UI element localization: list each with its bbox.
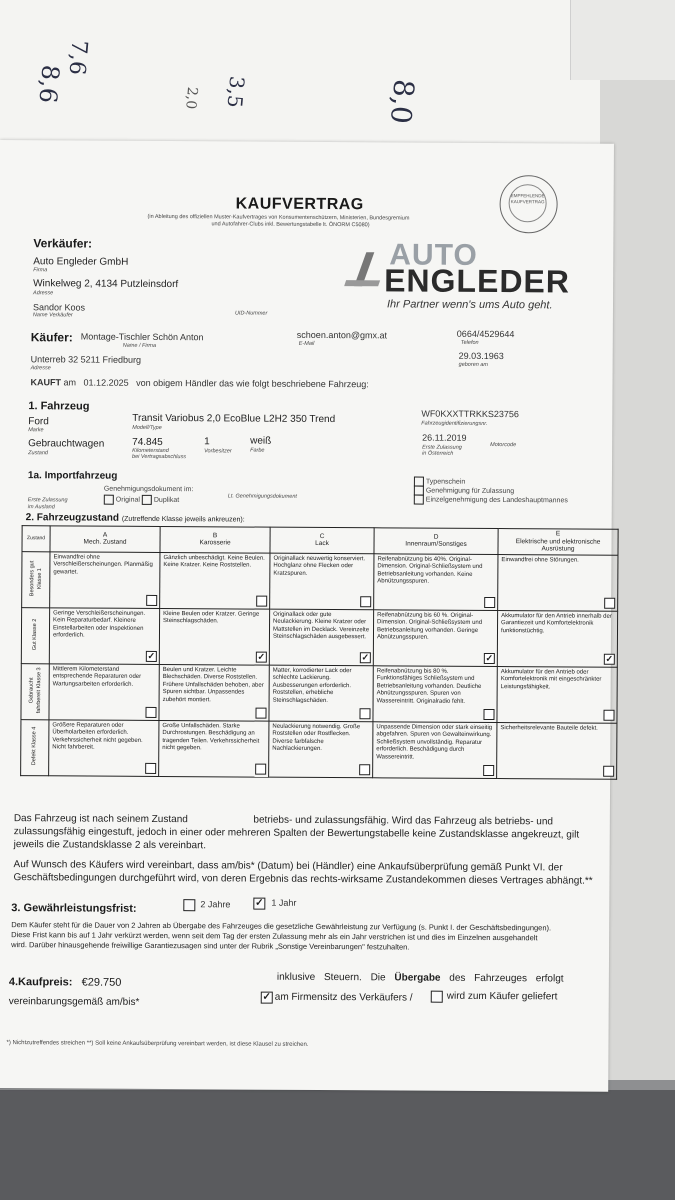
column-header: D Innenraum/Sonstiges <box>374 528 498 554</box>
vehicle-color: weiß <box>250 435 272 447</box>
handwritten-note: 7,6 <box>63 38 92 77</box>
condition-checkbox[interactable]: ✓ <box>257 651 266 662</box>
warranty-heading: 3. Gewährleistungsfrist: <box>11 902 137 915</box>
import-doc-label: Genehmigungsdokument im: <box>103 485 194 494</box>
approval-doc-label: Lt. Genehmigungsdokument <box>227 493 297 500</box>
deliver-to-buyer-checkbox[interactable] <box>431 991 443 1003</box>
deliver-at-seller-checkbox[interactable]: ✓ <box>262 991 271 1003</box>
condition-cell: Beulen und Kratzer. Leichte Blechschäden. Diverse Roststellen. Frühere Unfallschäden behoben, aber Spuren sichtbar. Unpassendes zubehört montiert. <box>159 664 269 721</box>
price-heading: 4.Kaufpreis: €29.750 <box>8 976 122 989</box>
einzelgenehmigung-checkbox[interactable] <box>414 495 424 505</box>
seller-name-label: Name Verkäufer <box>32 312 73 319</box>
buyer-email-label: E-Mail <box>298 340 315 347</box>
condition-checkbox[interactable] <box>360 596 371 607</box>
condition-cell: Matter, korrodierter Lack oder schlechte Lackierung. Ausbesserungen erforderlich. Roststellen, erhebliche Steinschlagschäden. <box>269 665 373 722</box>
condition-checkbox[interactable] <box>483 708 494 719</box>
condition-checkbox[interactable] <box>255 707 266 718</box>
vehicle-km-label: Kilometerstand <box>132 447 169 455</box>
warranty-2-years-checkbox[interactable] <box>183 899 195 911</box>
price-delivery-text: inklusive Steuern. Die Übergabe des Fahrzeuges erfolgt <box>276 971 564 985</box>
vehicle-first-registration-label: Erste Zulassung <box>422 444 462 451</box>
zustand-header: Zustand <box>22 526 50 552</box>
row-label: Gebraucht fahrbereit Klasse 3 <box>28 666 42 713</box>
warranty-1-year-checkbox[interactable]: ✓ <box>255 897 264 909</box>
certification-seal: EMPFEHLENDE KAUFVERTRAG <box>499 175 557 233</box>
buyer-heading: Käufer: <box>30 330 73 345</box>
condition-cell: Geringe Verschleißerscheinungen. Kein Reparaturbedarf. Kleinere Einstellarbeiten oder Inspektionen erforderlich. ✓ <box>49 607 159 664</box>
handwritten-note: 3,5 <box>222 75 250 109</box>
condition-cell: Gänzlich unbeschädigt. Keine Beulen. Keine Kratzer. Keine Roststellen. <box>160 552 270 609</box>
seller-company: Auto Engleder GmbH <box>33 256 129 268</box>
price-amount: €29.750 <box>81 976 122 989</box>
seller-heading: Verkäufer: <box>33 236 93 251</box>
condition-cell: Mittlerem Kilometerstand entsprechende Reparaturen oder Wartungsarbeiten erforderlich. <box>49 663 159 720</box>
condition-checkbox[interactable] <box>146 594 157 605</box>
condition-checkbox[interactable] <box>145 762 156 773</box>
vehicle-first-registration: 26.11.2019 <box>422 432 467 443</box>
import-heading: 1a. Importfahrzeug <box>27 470 118 482</box>
condition-cell: Unpassende Dimension oder stark einseitig abgefahren. Spuren von Gewalteinwirkung. Schließsystem unvollständig. Reparatur erforderlich. Beschädigung durch Wassereintritt. <box>373 721 497 778</box>
condition-row-class-4 <box>21 719 617 779</box>
condition-checkbox[interactable] <box>603 765 614 776</box>
vehicle-owners: 1 <box>204 436 210 448</box>
condition-cell: Akkumulator für den Antrieb innerhalb der Garantiezeit und Komfortelektronik funktionstüchtig. ✓ <box>497 610 617 667</box>
seller-name: Sandor Koos <box>32 302 86 313</box>
row-label: Defekt Klasse 4 <box>31 726 38 766</box>
first-registration-abroad-label: Erste Zulassung <box>27 497 68 504</box>
condition-paragraph: Das Fahrzeug ist nach seinem Zustand betriebs- und zulassungsfähig. Wird das Fahrzeug als betriebs- und zulassungsfähig eingestuft, jedoch in einer oder mehreren Spalten der Bewertungstabelle keine Zustandsklasse angekreuzt, gilt jeweils die Zustandsklasse 2 als vereinbart. <box>13 813 580 852</box>
buyer-name-label: Name / Firma <box>122 342 157 349</box>
logo-mark-icon <box>344 246 384 288</box>
price-agreed-label: vereinbarungsgemäß am/bis* <box>8 996 140 1008</box>
condition-checkbox[interactable]: ✓ <box>485 652 494 663</box>
purchase-date: 01.12.2025 <box>83 377 129 388</box>
row-label: Besonders gut Klasse 1 <box>28 559 43 596</box>
logo-engleder: ENGLEDER <box>384 262 571 300</box>
condition-cell: Kleine Beulen oder Kratzer. Geringe Steinschlagschäden. ✓ <box>159 608 269 665</box>
vehicle-color-label: Farbe <box>250 447 265 454</box>
vehicle-owners-label: Vorbesitzer <box>204 448 232 455</box>
warranty-text: Dem Käufer steht für die Dauer von 2 Jahren ab Übergabe des Fahrzeuges die gesetzliche Gewährleistung zur Verfügung (s. Punkt I. der Geschäftsbedingungen). Diese Frist kann bis auf 1 Jahr verkürzt werden, wenn seit dem Tag der ersten Zulassung mehr als ein Jahr verstrichen ist und dies im Einzelnen ausgehandelt wird. Darüber hinausgehende freiwillige Garantiezusagen sind unter der Rubrik „Sonstige Vereinbarungen" festzuhalten. <box>11 920 552 952</box>
condition-cell: Große Unfallschäden. Starke Durchrostungen. Beschädigung an tragenden Teilen. Verkehrssicherheit nicht gegeben. <box>159 720 269 777</box>
condition-checkbox[interactable] <box>359 764 370 775</box>
table-surface <box>0 1090 675 1200</box>
condition-checkbox[interactable] <box>145 706 156 717</box>
condition-heading: 2. Fahrzeugzustand (Zutreffende Klasse jeweils ankreuzen): <box>25 512 245 524</box>
vehicle-make-label: Marke <box>28 427 44 434</box>
condition-cell: Einwandfrei ohne Störungen. <box>498 554 618 611</box>
deliver-at-seller-label: am Firmensitz des Verkäufers / <box>274 991 413 1004</box>
buyer-email: schoen.anton@gmx.at <box>296 329 388 341</box>
purchase-line: KAUFT am 01.12.2025 von obigem Händler das wie folgt beschriebene Fahrzeug: <box>30 377 369 390</box>
seller-address-label: Adresse <box>33 290 54 297</box>
condition-checkbox[interactable]: ✓ <box>361 651 370 662</box>
genehmigung-option: Genehmigung für Zulassung <box>414 486 514 497</box>
duplikat-checkbox[interactable] <box>142 495 152 505</box>
buyer-address-label: Adresse <box>30 365 51 372</box>
handwritten-note: 8,6 <box>33 63 65 105</box>
buyer-birthdate-label: geboren am <box>458 361 489 368</box>
condition-checkbox[interactable] <box>359 708 370 719</box>
logo-tagline: Ihr Partner wenn's ums Auto geht. <box>386 298 553 312</box>
original-checkbox[interactable] <box>104 495 114 505</box>
buyer-name: Montage-Tischler Schön Anton <box>80 331 204 343</box>
warranty-1-year-label: 1 Jahr <box>271 897 297 908</box>
condition-cell: Größere Reparaturen oder Überholarbeiten erforderlich. Verkehrssicherheit nicht gegeben. Nicht fahrbereit. <box>49 719 159 776</box>
condition-checkbox[interactable] <box>483 764 494 775</box>
condition-table <box>20 525 619 779</box>
footnote: *) Nichtzutreffendes streichen **) Soll keine Ankaufsüberprüfung vereinbart werden, ist diese Klausel zu streichen. <box>6 1040 309 1048</box>
first-registration-abroad-sub: im Ausland <box>27 504 55 511</box>
condition-checkbox[interactable]: ✓ <box>605 653 614 664</box>
uid-label: UID-Nummer <box>234 310 268 317</box>
logo-auto: AUTO <box>389 238 478 272</box>
warranty-2-years-label: 2 Jahre <box>200 899 231 910</box>
vehicle-condition: Gebrauchtwagen <box>28 438 105 450</box>
condition-cell: Reifenabnützung bis 60 %. Original-Dimension. Original-Schließsystem und Betriebsanleitung vorhanden. Geringe Abnützungsspuren. ✓ <box>373 609 497 666</box>
condition-checkbox[interactable] <box>255 763 266 774</box>
handwritten-note: 8,0 <box>383 77 421 126</box>
seller-company-label: Firma <box>33 267 48 274</box>
condition-cell: Neulackierung notwendig. Große Roststellen oder Rostflecken. Diverse farbfalsche Nachlackierungen. <box>269 721 373 778</box>
condition-checkbox[interactable] <box>256 595 267 606</box>
seller-address: Winkelweg 2, 4134 Putzleinsdorf <box>33 278 179 291</box>
condition-cell: Originallack oder gute Neulackierung. Kleine Kratzer oder Mattstellen im Decklack. Vereinzelte Steinschlagschäden ausgebessert. ✓ <box>269 609 373 666</box>
vehicle-make: Ford <box>28 416 49 428</box>
condition-row-class-2 <box>21 607 617 667</box>
typenschein-option: Typenschein <box>414 477 465 487</box>
handwritten-note: 2,0 <box>182 86 201 110</box>
inspection-paragraph: Auf Wunsch des Käufers wird vereinbart, dass am/bis* (Datum) bei (Händler) eine Ankaufsüberprüfung gemäß Punkt VI. der Geschäftsbedingungen durchgeführt wird, von deren Ergebnis das rechts-wirksame Zustandekommen dieses Vertrages abhängt.** <box>13 859 593 887</box>
vehicle-model-label: Modell/Type <box>132 424 162 431</box>
contract-document <box>0 140 614 1092</box>
import-doc-options: Original Duplikat <box>104 495 179 505</box>
condition-cell: Reifenabnützung bis 40%. Original-Dimension. Original-Schließsystem und Betriebsanleitung vorhanden. Keine Abnützungsspuren. <box>374 553 498 610</box>
column-header: E Elektrische und elektronische Ausrüstung <box>498 529 618 555</box>
condition-cell: Originallack neuwertig konserviert. Hochglanz ohne Flecken oder Kratzspuren. <box>270 553 374 610</box>
condition-cell: Akkumulator für den Antrieb oder Komfortelektronik mit eingeschränkter Leistungsfähigkeit. <box>497 666 617 723</box>
einzelgenehmigung-option: Einzelgenehmigung des Landeshauptmannes <box>414 495 568 506</box>
vehicle-model: Transit Variobus 2,0 EcoBlue L2H2 350 Trend <box>132 412 336 426</box>
vehicle-condition-label: Zustand <box>28 450 48 457</box>
document-subtitle: und Autofahrer-Clubs inkl. Bewertungstabelle lt. ÖNORM C5080) <box>211 221 370 229</box>
condition-cell: Sicherheitsrelevante Bauteile defekt. <box>497 722 617 779</box>
vehicle-first-registration-sub: in Österreich <box>422 450 454 457</box>
condition-row-class-1 <box>22 551 618 611</box>
buyer-birthdate: 29.03.1963 <box>458 350 504 362</box>
background-paper-corner <box>570 0 675 80</box>
condition-checkbox[interactable] <box>603 709 614 720</box>
document-subtitle: (in Ableitung des offiziellen Muster-Kaufvertrages von Konsumentenschützern, Ministerien, Bundesgremium <box>147 213 410 222</box>
buyer-address: Unterreb 32 5211 Friedburg <box>30 354 142 365</box>
deliver-to-buyer-label: wird zum Käufer geliefert <box>446 990 558 1003</box>
column-header: A Mech. Zustand <box>50 526 160 552</box>
condition-cell: Reifenabnützung bis 80 %. Funktionsfähiges Schließsystem und Betriebsanleitung vorhanden. Deutliche Abnützungsspuren. Spuren von Wassereintritt. Originalradio fehlt. <box>373 665 497 722</box>
column-header: C Lack <box>270 527 374 553</box>
vehicle-km: 74.845 <box>132 436 163 448</box>
condition-row-class-3 <box>21 663 617 723</box>
motorcode-label: Motorcode <box>490 441 517 449</box>
buyer-phone-label: Telefon <box>460 339 479 346</box>
vehicle-vin: WF0KXXTTRKKS23756 <box>421 408 519 420</box>
column-header: B Karosserie <box>160 526 270 552</box>
document-title: KAUFVERTRAG <box>235 195 364 214</box>
row-label: Gut Klasse 2 <box>32 617 39 650</box>
vehicle-km-sub: bei Vertragsabschluss <box>132 453 187 461</box>
condition-checkbox[interactable] <box>604 597 615 608</box>
condition-checkbox[interactable]: ✓ <box>147 650 156 661</box>
condition-cell: Einwandfrei ohne Verschleißerscheinungen. Planmäßig gewartet. <box>50 551 160 608</box>
vehicle-heading: 1. Fahrzeug <box>28 400 90 413</box>
condition-table-header <box>22 526 618 555</box>
buyer-phone: 0664/4529644 <box>456 328 515 340</box>
vehicle-vin-label: Fahrzeugidentifizierungsnr. <box>421 420 488 427</box>
condition-checkbox[interactable] <box>484 596 495 607</box>
